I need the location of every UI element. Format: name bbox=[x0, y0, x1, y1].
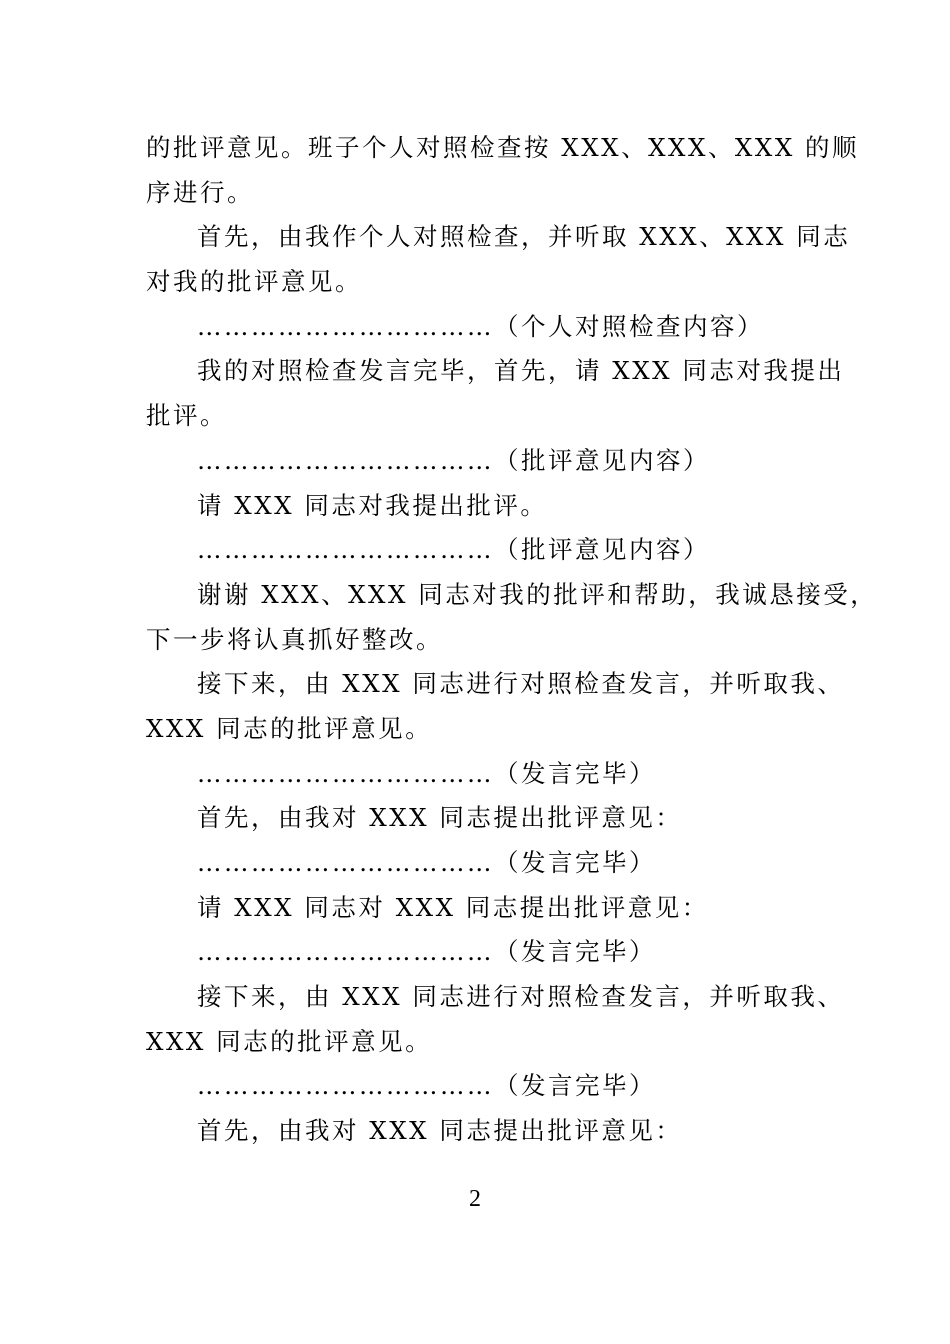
placeholder-line: ……………………………（发言完毕） bbox=[197, 758, 656, 788]
placeholder-line: ……………………………（个人对照检查内容） bbox=[197, 311, 764, 341]
text-line: 请 XXX 同志对 XXX 同志提出批评意见： bbox=[197, 892, 709, 922]
text-line: XXX 同志的批评意见。 bbox=[146, 1026, 433, 1056]
placeholder-line: ……………………………（发言完毕） bbox=[197, 848, 656, 877]
placeholder-line: ……………………………（发言完毕） bbox=[197, 937, 656, 967]
text-line: 首先，由我作个人对照检查，并听取 XXX、XXX 同志 bbox=[197, 222, 851, 252]
text-line: 对我的批评意见。 bbox=[146, 267, 362, 297]
text-line: 下一步将认真抓好整改。 bbox=[146, 624, 443, 654]
text-line: 请 XXX 同志对我提出批评。 bbox=[197, 490, 548, 520]
text-line: 首先，由我对 XXX 同志提出批评意见： bbox=[197, 803, 683, 833]
text-line: 的批评意见。班子个人对照检查按 XXX、XXX、XXX 的顺 bbox=[146, 133, 860, 162]
text-line: 谢谢 XXX、XXX 同志对我的批评和帮助，我诚恳接受， bbox=[197, 579, 878, 609]
text-line: 序进行。 bbox=[146, 177, 254, 207]
text-line: 接下来，由 XXX 同志进行对照检查发言，并听取我、 bbox=[197, 669, 845, 699]
text-line: 接下来，由 XXX 同志进行对照检查发言，并听取我、 bbox=[197, 982, 845, 1012]
document-body bbox=[146, 126, 878, 1154]
page-number: 2 bbox=[469, 1186, 481, 1212]
text-line: 首先，由我对 XXX 同志提出批评意见： bbox=[197, 1116, 683, 1146]
text-line: 批评。 bbox=[146, 401, 227, 431]
placeholder-line: ……………………………（发言完毕） bbox=[197, 1071, 656, 1101]
text-line: XXX 同志的批评意见。 bbox=[146, 713, 433, 743]
placeholder-line: ……………………………（批评意见内容） bbox=[197, 535, 710, 565]
placeholder-line: ……………………………（批评意见内容） bbox=[197, 445, 710, 475]
text-line: 我的对照检查发言完毕，首先，请 XXX 同志对我提出 bbox=[197, 356, 845, 386]
